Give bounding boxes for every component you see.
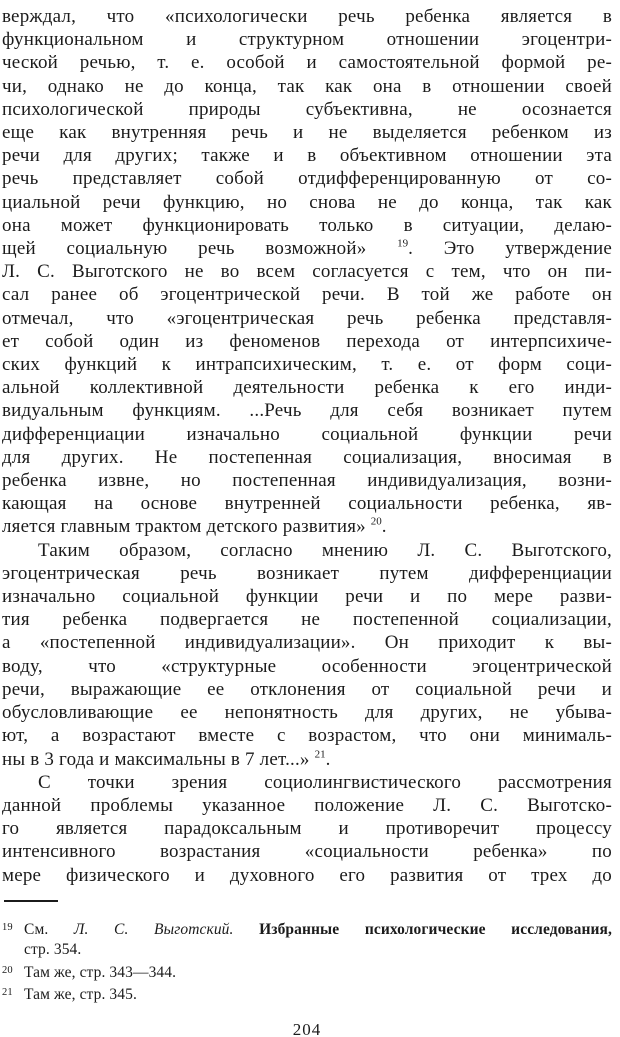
text-line [2, 562, 612, 585]
text-segment: она может функционировать только в ситуации, делаю- [2, 214, 612, 236]
text-line [2, 260, 612, 283]
page-number: 204 [292, 1019, 322, 1037]
text-line [2, 864, 612, 887]
text-line [2, 167, 612, 190]
text-line [2, 701, 612, 724]
text-segment: циальной речи функцию, но снова не до конца, так как [2, 191, 612, 213]
text-segment: альной коллективной деятельности ребенка к его инди- [2, 377, 612, 399]
text-line [2, 608, 612, 631]
text-line [2, 330, 612, 353]
text-segment: обусловливающие ее непонятность для других, не убыва- [2, 702, 612, 724]
text-segment: ских функций к интрапсихическим, т. е. от форм соци- [2, 354, 612, 376]
text-line [2, 237, 612, 260]
text-segment: щей социальную речь возможной» [2, 238, 398, 260]
text-segment: ческой речью, т. е. особой и самостоятельной формой ре- [2, 52, 612, 74]
citation-author: Л. С. Выготский. [73, 920, 234, 938]
text-segment: ляется главным трактом детского развития» [2, 516, 371, 538]
text-segment: а «постепенной индивидуализации». Он приходит к вы- [2, 632, 612, 654]
text-line [2, 446, 612, 469]
text-segment [234, 921, 260, 938]
text-line [2, 492, 612, 515]
text-segment: эгоцентрическая речь возникает путем дифференциации [2, 562, 612, 584]
footnote-ref: 20 [370, 516, 382, 529]
text-line [2, 214, 612, 237]
body-text [2, 5, 612, 887]
text-segment: Л. С. Выготского не во всем согласуется с тем, что он пи- [2, 261, 612, 283]
text-segment: воду, что «структурные особенности эгоцентрической [2, 655, 612, 677]
text-line [2, 75, 612, 98]
footnotes [2, 918, 612, 1006]
text-line [2, 28, 612, 51]
text-segment: отмечал, что «эгоцентрическая речь ребенка представля- [2, 307, 612, 329]
text-line [2, 794, 612, 817]
text-line [2, 748, 612, 771]
text-segment: верждал, что «психологически речь ребенка является в [2, 6, 612, 27]
text-segment: ют, а возрастают вместе с возрастом, что они минималь- [2, 725, 612, 747]
footnote-ref: 21 [314, 748, 326, 761]
text-segment: См. [24, 920, 74, 938]
footnote-divider [4, 900, 58, 902]
text-line [2, 191, 612, 214]
text-segment: ет собой один из феноменов перехода от интерпсихиче- [2, 330, 612, 352]
text-segment: речь представляет собой отдифференцированную от со- [2, 168, 612, 190]
footnote-marker: 20 [2, 964, 13, 976]
text-segment: для других. Не постепенная социализация, вносимая в [2, 446, 612, 468]
text-line [2, 678, 612, 701]
text-segment: С точки зрения социолингвистического рассмотрения [38, 771, 612, 793]
text-segment: . [381, 516, 387, 538]
text-line [2, 539, 612, 562]
text-line [2, 585, 612, 608]
text-line [2, 5, 612, 28]
text-line [2, 121, 612, 144]
text-segment: тия ребенка подвергается не постепенной социализации, [2, 609, 612, 631]
footnote-line [2, 983, 612, 1006]
text-segment: речи для других; также и в объективном отношении эта [2, 145, 612, 167]
text-segment: данной проблемы указанное положение Л. С. Выготско- [2, 794, 612, 816]
text-line [2, 724, 612, 747]
text-segment: ны в 3 года и максимальны в 7 лет...» [2, 748, 315, 770]
text-segment: . Это утверждение [408, 238, 612, 260]
footnote-marker: 19 [2, 921, 13, 933]
citation-title: Избранные психологические исследования, [259, 920, 612, 938]
text-line [2, 631, 612, 654]
text-segment: . [325, 748, 331, 770]
footnote-marker: 21 [2, 987, 13, 999]
text-line [2, 399, 612, 422]
text-segment: кающая на основе внутренней социальности ребенка, яв- [2, 493, 612, 515]
text-segment: чи, однако не до конца, так как она в отношении своей [2, 75, 612, 97]
text-segment: психологической природы субъективна, не осознается [2, 98, 612, 120]
text-segment: еще как внутренняя речь и не выделяется ребенком из [2, 122, 612, 144]
text-line [2, 655, 612, 678]
text-segment: ребенка извне, но постепенная индивидуализация, возни- [2, 470, 612, 492]
text-line [2, 353, 612, 376]
text-line [2, 840, 612, 863]
text-line [2, 98, 612, 121]
text-line [2, 423, 612, 446]
text-line [2, 771, 612, 794]
text-line [2, 469, 612, 492]
text-segment: Там же, стр. 343—344. [24, 963, 177, 981]
footnote-ref: 19 [397, 237, 409, 250]
text-segment: Таким образом, согласно мнению Л. С. Выготского, [38, 539, 612, 561]
text-line [2, 144, 612, 167]
text-line [2, 283, 612, 306]
text-line [2, 307, 612, 330]
text-segment: сал ранее об эгоцентрической речи. В той же работе он [2, 284, 612, 306]
text-line [2, 515, 612, 538]
text-segment: мере физического и духовного его развития от трех до [2, 864, 612, 886]
text-line [2, 51, 612, 74]
text-segment: функциональном и структурном отношении эгоцентри- [2, 29, 612, 51]
text-segment: стр. 354. [24, 941, 82, 959]
footnote-line [2, 940, 612, 961]
text-segment: видуальным функциям. ...Речь для себя возникает путем [2, 400, 612, 422]
text-segment: речи, выражающие ее отклонения от социальной речи и [2, 678, 612, 700]
footnote-line [2, 918, 612, 941]
text-segment: интенсивного возрастания «социальности ребенка» по [2, 841, 612, 863]
text-line [2, 376, 612, 399]
text-line [2, 817, 612, 840]
text-segment: го является парадоксальным и противоречит процессу [2, 818, 612, 840]
text-segment: изначально социальной функции речи и по мере разви- [2, 586, 612, 608]
footnote-line [2, 961, 612, 984]
text-segment: Там же, стр. 345. [24, 986, 137, 1004]
text-segment: дифференциации изначально социальной функции речи [2, 423, 612, 445]
